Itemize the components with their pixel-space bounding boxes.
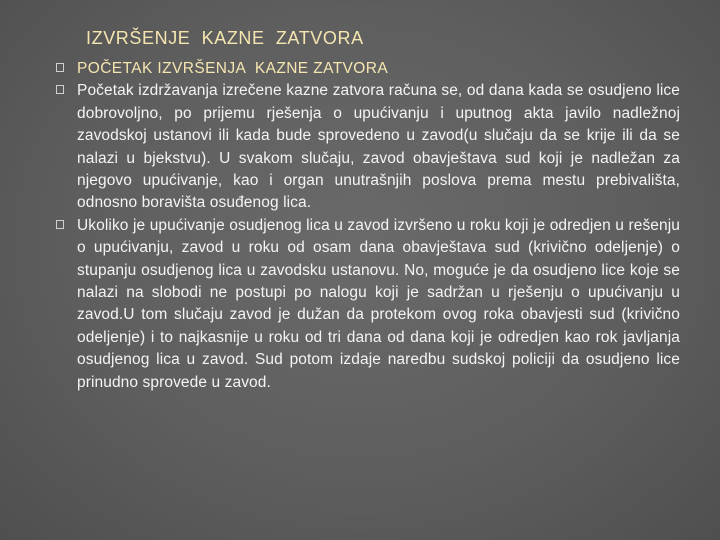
bullet-text: Ukoliko je upućivanje osudjenog lica u zavod izvršeno u roku koji je odredjen u rešenju o upućivanju, zavod u roku od osam dana obavještava sud (krivično odeljenje) o stupanju osudjenog lica u zavodsku ustanovu. No, moguće je da osudjeno lice koje se nalazi na slobodi ne postupi po nalogu koji je sadržan u rješenju o upućivanju u zavod.U tom slučaju zavod je dužan da protekom ovog roka obavjesti sud (krivično odeljenje) i to najkasnije u roku od tri dana od dana koji je odredjen kao rok javljanja osudjenog lica u zavod. Sud potom izdaje naredbu sudskoj policiji da osudjeno lice prinudno sprovede u zavod.: [77, 216, 680, 391]
bullet-list: [56, 58, 680, 394]
square-bullet-icon: [56, 215, 77, 232]
bullet-item-heading: [56, 58, 680, 80]
slide-title: IZVRŠENJE KAZNE ZATVORA: [86, 28, 364, 48]
bullet-item: [56, 80, 680, 214]
square-bullet-icon: [56, 58, 77, 75]
square-bullet-icon: [56, 80, 77, 97]
bullet-text: Početak izdržavanja izrečene kazne zatvora računa se, od dana kada se osudjeno lice dobrovoljno, po prijemu rješenja o upućivanju i uputnog akta javilo nadležnoj zavodskoj ustanovi ili kada bude sprovedeno u zavod(u slučaju da se krije ili da se nalazi u bjekstvu). U svakom slučaju, zavod obavještava sud koji je nadležan za njegovo upućivanje, kao i organ unutrašnjih poslova prema mestu prebivališta, odnosno boravišta osuđenog lica.: [77, 82, 680, 212]
bullet-item: [56, 215, 680, 394]
bullet-text: POČETAK IZVRŠENJA KAZNE ZATVORA: [77, 60, 389, 77]
